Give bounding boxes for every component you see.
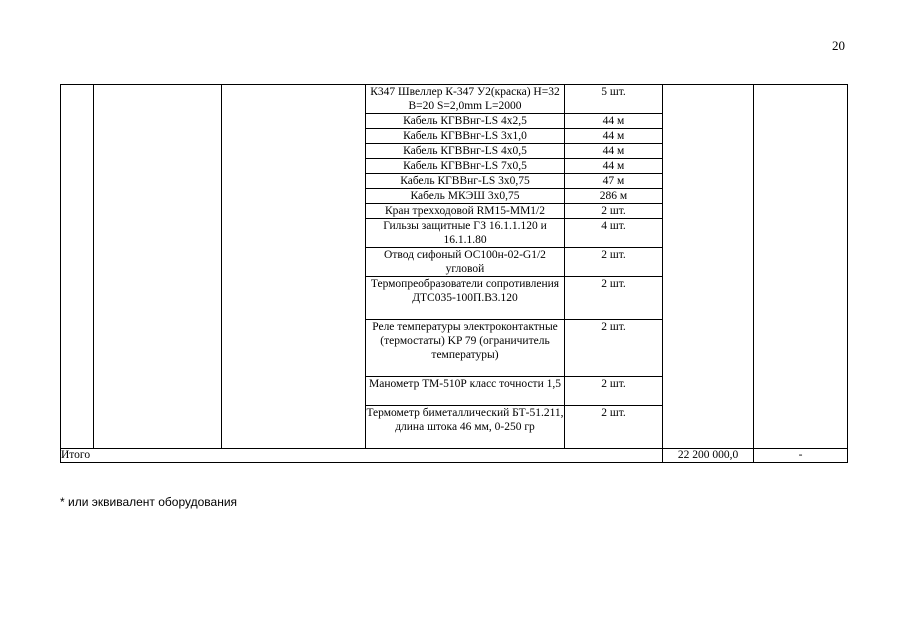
equipment-cell bbox=[222, 85, 366, 449]
item-qty: 44 м bbox=[565, 144, 663, 159]
item-qty: 5 шт. bbox=[565, 85, 663, 114]
footnote: * или эквивалент оборудования bbox=[60, 495, 238, 509]
item-qty: 4 шт. bbox=[565, 219, 663, 248]
total-label: Итого bbox=[61, 449, 663, 463]
item-name: Манометр ТМ-510Р класс точности 1,5 bbox=[366, 377, 565, 406]
item-qty: 2 шт. bbox=[565, 248, 663, 277]
item-qty: 2 шт. bbox=[565, 204, 663, 219]
item-name: Кабель КГВВнг-LS 3х0,75 bbox=[366, 174, 565, 189]
section-cell bbox=[94, 85, 222, 449]
total-note: - bbox=[754, 449, 848, 463]
item-name: Кабель КГВВнг-LS 4х2,5 bbox=[366, 114, 565, 129]
item-qty: 286 м bbox=[565, 189, 663, 204]
item-qty: 2 шт. bbox=[565, 406, 663, 449]
item-qty: 2 шт. bbox=[565, 377, 663, 406]
total-row bbox=[61, 449, 848, 463]
item-name: К347 Швеллер К-347 У2(краска) Н=32 В=20 S=2,0mm L=2000 bbox=[366, 85, 565, 114]
item-name: Гильзы защитные ГЗ 16.1.1.120 и 16.1.1.80 bbox=[366, 219, 565, 248]
table-row bbox=[61, 85, 848, 114]
note-cell bbox=[754, 85, 848, 449]
item-qty: 47 м bbox=[565, 174, 663, 189]
item-qty: 2 шт. bbox=[565, 320, 663, 377]
item-qty: 44 м bbox=[565, 114, 663, 129]
item-qty: 2 шт. bbox=[565, 277, 663, 320]
item-name: Отвод сифоный ОС100н-02-G1/2 угловой bbox=[366, 248, 565, 277]
item-qty: 44 м bbox=[565, 159, 663, 174]
item-name: Реле температуры электроконтактные (термостаты) KP 79 (ограничитель температуры) bbox=[366, 320, 565, 377]
equipment-table bbox=[60, 84, 848, 463]
page-number: 20 bbox=[832, 38, 845, 53]
item-name: Кабель КГВВнг-LS 3х1,0 bbox=[366, 129, 565, 144]
item-name: Кран трехходовой RM15-MM1/2 bbox=[366, 204, 565, 219]
price-cell bbox=[663, 85, 754, 449]
item-name: Термопреобразователи сопротивления ДТС035-100П.В3.120 bbox=[366, 277, 565, 320]
item-name: Кабель КГВВнг-LS 4х0,5 bbox=[366, 144, 565, 159]
total-sum: 22 200 000,0 bbox=[663, 449, 754, 463]
item-name: Кабель КГВВнг-LS 7х0,5 bbox=[366, 159, 565, 174]
number-cell bbox=[61, 85, 94, 449]
item-name: Термометр биметаллический БТ-51.211, длина штока 46 мм, 0-250 гр bbox=[366, 406, 565, 449]
item-name: Кабель МКЭШ 3х0,75 bbox=[366, 189, 565, 204]
item-qty: 44 м bbox=[565, 129, 663, 144]
